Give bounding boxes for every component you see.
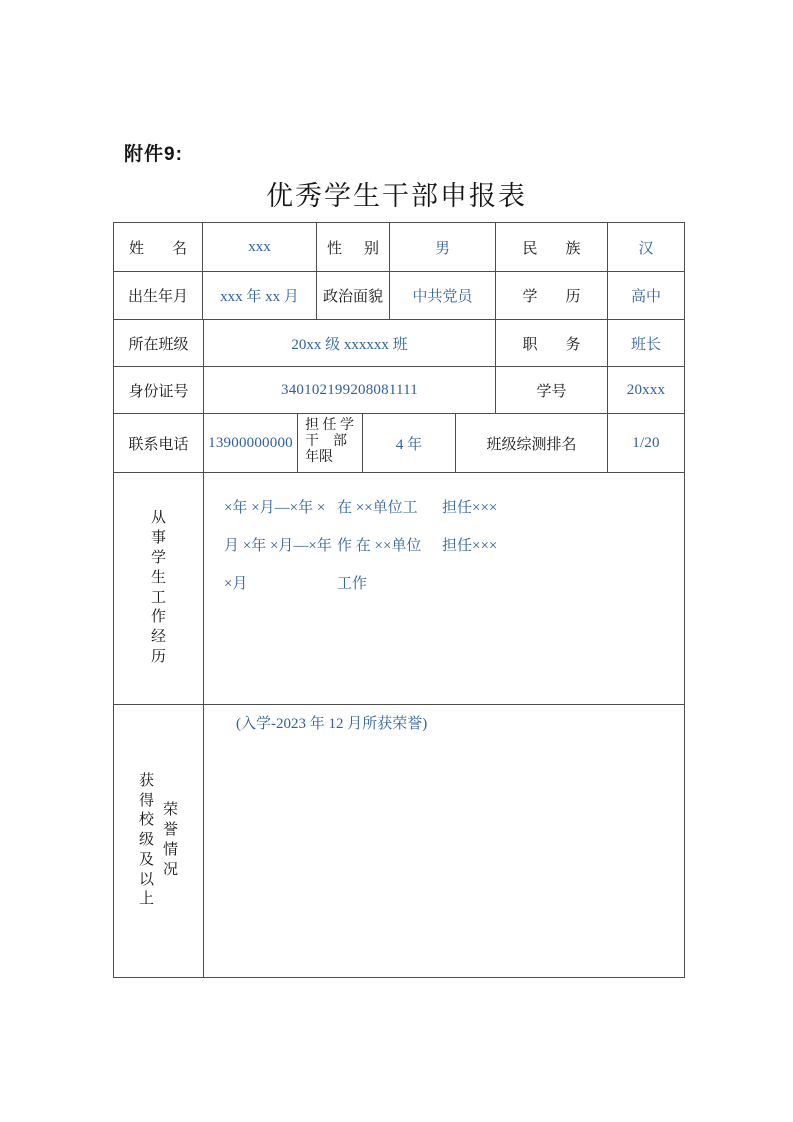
attachment-label: 附件9:: [124, 144, 183, 165]
gender-label: 性别: [327, 240, 379, 257]
honors-label-col2: 荣誉情况: [162, 802, 178, 878]
application-form-table: [113, 222, 685, 978]
name-value: xxx: [203, 223, 317, 271]
cadre-years-label-line3: 年限: [305, 450, 333, 465]
work-experience-content: [204, 473, 684, 704]
cadre-years-label-line2: 干 部: [305, 434, 347, 449]
ethnicity-value: 汉: [638, 240, 654, 257]
work-experience-label: 从事学生工作经历: [150, 510, 166, 665]
row-id-studentid: [114, 367, 684, 414]
experience-dates-column: [224, 489, 337, 603]
experience-unit-line3: 工作: [337, 576, 368, 592]
class-rank-label: 班级综测排名: [456, 414, 608, 472]
experience-unit-line1: 在 ××单位工: [337, 500, 418, 516]
cadre-years-value: 4 年: [363, 414, 456, 472]
id-number-label: 身份证号: [114, 367, 204, 413]
student-id-value: 20xxx: [626, 381, 666, 398]
ethnicity-label-cell: [496, 223, 608, 271]
row-birth-political-education: [114, 272, 684, 320]
political-label: 政治面貌: [317, 272, 390, 319]
section-honors: [114, 705, 684, 977]
phone-value: 13900000000: [204, 414, 298, 472]
ethnicity-label: 民族: [522, 240, 581, 257]
position-label: 职务: [522, 336, 581, 353]
id-number-value: 340102199208081111: [204, 367, 496, 413]
honors-label-col1: 获得校级及以上: [138, 772, 154, 908]
honors-label-cell: [114, 705, 204, 977]
cadre-years-label: [298, 414, 363, 472]
row-name-gender-ethnicity: [114, 223, 684, 272]
education-value: 高中: [630, 289, 661, 305]
section-work-experience: [114, 473, 684, 705]
gender-label-cell: [317, 223, 390, 271]
row-class-position: [114, 320, 684, 367]
student-id-label: 学号: [496, 367, 608, 413]
form-title: 优秀学生干部申报表: [266, 181, 527, 211]
experience-role-column: [442, 489, 497, 603]
class-label: 所在班级: [114, 320, 204, 366]
phone-label: 联系电话: [114, 414, 204, 472]
row-phone-years-rank: [114, 414, 684, 473]
cadre-years-label-line1: 担 任 学: [305, 418, 354, 433]
experience-dates-line2: 月 ×年 ×月—×年: [224, 538, 332, 554]
honors-content: (入学-2023 年 12 月所获荣誉): [236, 716, 428, 732]
gender-value: 男: [390, 223, 496, 271]
experience-unit-column: [337, 489, 442, 603]
political-value: 中共党员: [390, 272, 496, 319]
name-label: 姓名: [129, 240, 187, 257]
experience-role-line2: 担任×××: [442, 538, 498, 554]
position-label-cell: [496, 320, 608, 366]
class-rank-value: 1/20: [632, 434, 660, 451]
experience-dates-line1: ×年 ×月—×年 ×: [224, 500, 326, 516]
education-label-cell: [496, 272, 608, 319]
birth-date-label: 出生年月: [114, 272, 203, 319]
work-experience-text: [224, 489, 497, 603]
name-label-cell: [114, 223, 203, 271]
education-label: 学历: [522, 289, 581, 305]
experience-dates-line3: ×月: [224, 576, 248, 592]
position-value: 班长: [630, 336, 661, 353]
work-experience-label-cell: [114, 473, 204, 704]
birth-date-value: xxx 年 xx 月: [203, 272, 317, 319]
class-value: 20xx 级 xxxxxx 班: [204, 320, 496, 366]
experience-role-line1: 担任×××: [442, 500, 498, 516]
experience-unit-line2: 作 在 ××单位: [337, 538, 422, 554]
